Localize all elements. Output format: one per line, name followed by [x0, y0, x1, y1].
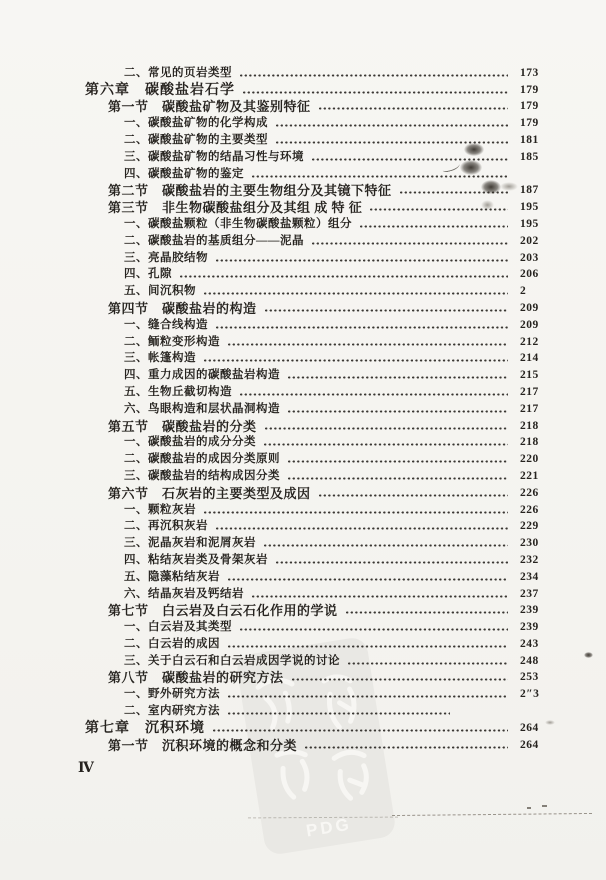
toc-leader-dots: [240, 393, 508, 396]
toc-entry-label: 四、重力成因的碳酸盐岩构造: [124, 369, 280, 382]
toc-entry-label: 四、孔隙: [124, 268, 172, 281]
toc-page-number: 218: [520, 436, 539, 449]
toc-entry-label: 六、结晶灰岩及钙结岩: [124, 587, 244, 600]
toc-entry: [0, 484, 554, 501]
toc-leader-dots: [216, 527, 508, 530]
toc-entry: [0, 64, 554, 81]
toc-page-number: 221: [520, 469, 539, 482]
toc-leader-dots: [276, 561, 508, 564]
toc-page-number: 218: [520, 419, 539, 432]
toc-leader-dots: [348, 662, 508, 665]
toc-page-number: 217: [520, 402, 539, 415]
toc-entry-label: 第七章 沉积环境: [85, 720, 205, 736]
toc-entry: [0, 685, 554, 702]
toc-entry: [0, 114, 554, 131]
toc-leader-dots: [319, 107, 508, 110]
toc-entry: [0, 266, 554, 283]
toc-leader-dots: [264, 443, 508, 446]
toc-leader-dots: [216, 259, 508, 262]
toc-page-number: 237: [520, 587, 539, 600]
toc-entry-label: 四、碳酸盐矿物的鉴定: [124, 167, 244, 180]
toc-page-number: 179: [520, 100, 539, 113]
toc-leader-dots: [264, 544, 508, 547]
toc-entry-label: 一、白云岩及其类型: [124, 621, 232, 634]
toc-page-number: 226: [520, 503, 539, 516]
toc-leader-dots: [346, 611, 508, 614]
toc-page-number: 173: [520, 66, 539, 79]
toc-entry-label: 三、亮晶胶结物: [124, 251, 208, 264]
toc-entry: [0, 719, 554, 736]
toc-entry-label: 五、生物丘截切构造: [124, 385, 232, 398]
toc-entry-label: 二、再沉积灰岩: [124, 520, 208, 533]
toc-leader-dots: [228, 343, 508, 346]
toc-entry-label: 五、间沉积物: [124, 285, 196, 298]
toc-entry: [0, 249, 554, 266]
toc-entry: [0, 635, 554, 652]
scratch-speck: [542, 805, 547, 807]
toc-page-number: 239: [520, 621, 539, 634]
toc-page-number: 2: [520, 285, 527, 298]
toc-entry: [0, 434, 554, 451]
toc-entry-label: 四、粘结灰岩类及骨架灰岩: [124, 553, 268, 566]
toc-page-number: 230: [520, 537, 539, 550]
toc-leader-dots: [252, 175, 508, 178]
toc-leader-dots: [319, 494, 508, 497]
toc-entry-label: 一、碳酸盐矿物的化学构成: [124, 117, 268, 130]
toc-entry-label: 三、帐篷构造: [124, 352, 196, 365]
toc-leader-dots: [265, 309, 508, 312]
toc-page-number: 264: [520, 738, 539, 751]
toc-entry: [0, 417, 554, 434]
toc-page-number: 239: [520, 604, 539, 617]
toc-leader-dots: [265, 427, 508, 430]
toc-entry: [0, 98, 554, 115]
toc-entry-label: 第二节 碳酸盐岩的主要生物组分及其镜下特征: [108, 183, 392, 199]
toc-entry-label: 二、室内研究方法: [124, 705, 220, 718]
toc-entry: [0, 585, 554, 602]
toc-entry-label: 第四节 碳酸盐岩的构造: [108, 300, 257, 316]
toc-page-number: 179: [520, 117, 539, 130]
toc-leader-dots: [204, 511, 508, 514]
toc-entry-label: 三、碳酸盐岩的结构成因分类: [124, 469, 280, 482]
toc-entry-label: 第一节 碳酸盐矿物及其鉴别特征: [108, 99, 311, 115]
toc-entry-label: 二、鲕粒变形构造: [124, 335, 220, 348]
toc-entry-label: 二、常见的页岩类型: [124, 66, 232, 79]
toc-page-number: 202: [520, 234, 539, 247]
toc-entry: [0, 551, 554, 568]
toc-entry: [0, 450, 554, 467]
toc-leader-dots: [213, 729, 508, 732]
toc-entry-label: 六、鸟眼构造和层状晶洞构造: [124, 402, 280, 415]
toc-entry: [0, 702, 554, 719]
margin-mark-icon: [584, 652, 593, 658]
toc-page-number: 209: [520, 318, 539, 331]
toc-page-number: 264: [520, 721, 539, 734]
toc-page-number: 212: [520, 335, 539, 348]
toc-entry: [0, 652, 554, 669]
ink-smudge-icon: [481, 200, 494, 210]
toc-leader-dots: [288, 460, 508, 463]
toc-entry: [0, 669, 554, 686]
toc-entry: [0, 232, 554, 249]
toc-leader-dots: [305, 746, 508, 749]
toc-page-number: 187: [520, 184, 539, 197]
toc-entry: [0, 618, 554, 635]
toc-entry-label: 二、碳酸盐岩的基质组分——泥晶: [124, 234, 304, 247]
toc-entry-label: 五、隐藻粘结灰岩: [124, 570, 220, 583]
toc-entry-label: 二、碳酸盐岩的成因分类原则: [124, 453, 280, 466]
toc-entry-label: 第八节 碳酸盐岩的研究方法: [108, 670, 284, 686]
toc-entry-label: 一、碳酸盐岩的成分分类: [124, 436, 256, 449]
toc-leader-dots: [228, 712, 450, 715]
toc-entry: [0, 299, 554, 316]
toc-leader-dots: [292, 678, 508, 681]
toc-leader-dots: [276, 124, 508, 127]
toc-leader-dots: [228, 645, 508, 648]
toc-leader-dots: [288, 477, 508, 480]
toc-leader-dots: [228, 695, 508, 698]
ink-smudge-icon: [464, 143, 484, 156]
toc-entry: [0, 366, 554, 383]
toc-leader-dots: [252, 595, 508, 598]
toc-entry: [0, 383, 554, 400]
toc-entry: [0, 350, 554, 367]
toc-leader-dots: [312, 242, 508, 245]
toc-entry-label: 第七节 白云岩及白云石化作用的学说: [108, 603, 338, 619]
toc-entry-label: 第三节 非生物碳酸盐组分及其组 成 特 征: [108, 200, 363, 216]
toc-page-number: 243: [520, 637, 539, 650]
toc-entry: [0, 215, 554, 232]
toc-entry: [0, 534, 554, 551]
toc-page-number: 195: [520, 201, 539, 214]
toc-entry: [0, 568, 554, 585]
toc-leader-dots: [243, 91, 508, 94]
toc-leader-dots: [360, 225, 508, 228]
toc-entry: [0, 182, 554, 199]
toc-entry-label: 三、碳酸盐矿物的结晶习性与环境: [124, 150, 304, 163]
toc-entry-label: 第一节 沉积环境的概念和分类: [108, 737, 298, 753]
watermark-pdg-text: PDG: [304, 814, 354, 841]
toc-page-number: 214: [520, 352, 539, 365]
toc-entry-label: 一、野外研究方法: [124, 688, 220, 701]
toc-leader-dots: [204, 292, 508, 295]
toc-leader-dots: [288, 376, 508, 379]
ink-smudge-icon: [500, 182, 518, 191]
toc-leader-dots: [240, 74, 508, 77]
toc-entry-label: 一、碳酸盐颗粒（非生物碳酸盐颗粒）组分: [124, 217, 352, 230]
toc-page-number: 181: [520, 133, 539, 146]
margin-mark-icon: [545, 720, 555, 725]
toc-page-number: 185: [520, 150, 539, 163]
toc-leader-dots: [288, 410, 508, 413]
toc-page-number: 248: [520, 654, 539, 667]
toc-entry: [0, 198, 554, 215]
toc-leader-dots: [312, 158, 508, 161]
toc-entry-label: 第六章 碳酸盐岩石学: [85, 82, 235, 98]
toc-entry-label: 二、碳酸盐矿物的主要类型: [124, 133, 268, 146]
toc-list: [0, 64, 606, 753]
toc-entry: [0, 400, 554, 417]
toc-entry: [0, 333, 554, 350]
toc-page-number: 234: [520, 570, 539, 583]
toc-page-number: 215: [520, 369, 539, 382]
folio-page-number: Ⅳ: [78, 761, 95, 776]
toc-entry-label: 一、颗粒灰岩: [124, 503, 196, 516]
toc-entry: [0, 736, 554, 753]
toc-entry-label: 二、白云岩的成因: [124, 637, 220, 650]
ink-smudge-icon: [460, 160, 482, 175]
toc-page-number: 220: [520, 453, 539, 466]
toc-entry-label: 三、泥晶灰岩和泥屑灰岩: [124, 537, 256, 550]
scratch-line: [392, 813, 592, 816]
toc-entry-label: 三、关于白云石和白云岩成因学说的讨论: [124, 654, 340, 667]
toc-entry-label: 第六节 石灰岩的主要类型及成因: [108, 485, 311, 501]
toc-page-number: 217: [520, 385, 539, 398]
toc-leader-dots: [204, 359, 508, 362]
toc-page-number: 209: [520, 301, 539, 314]
toc-leader-dots: [240, 628, 508, 631]
toc-page-number: 195: [520, 217, 539, 230]
toc-leader-dots: [216, 326, 508, 329]
toc-entry: [0, 602, 554, 619]
toc-page-number: 226: [520, 486, 539, 499]
scratch-speck: [527, 807, 531, 809]
toc-entry-label: 一、缝合线构造: [124, 318, 208, 331]
toc-leader-dots: [180, 275, 508, 278]
toc-page-number: 253: [520, 671, 539, 684]
toc-page-number: 2″3: [520, 688, 540, 701]
ink-smudge-icon: [481, 180, 501, 194]
toc-page-number: 203: [520, 251, 539, 264]
toc-entry: [0, 518, 554, 535]
toc-entry: [0, 282, 554, 299]
toc-entry-label: 第五节 碳酸盐岩的分类: [108, 418, 257, 434]
toc-page-number: 232: [520, 553, 539, 566]
toc-entry: [0, 467, 554, 484]
toc-leader-dots: [228, 578, 508, 581]
toc-page-number: 206: [520, 268, 539, 281]
toc-entry: [0, 316, 554, 333]
toc-entry: [0, 501, 554, 518]
toc-page-number: 229: [520, 520, 539, 533]
toc-entry: [0, 81, 554, 98]
toc-page-number: 179: [520, 83, 539, 96]
